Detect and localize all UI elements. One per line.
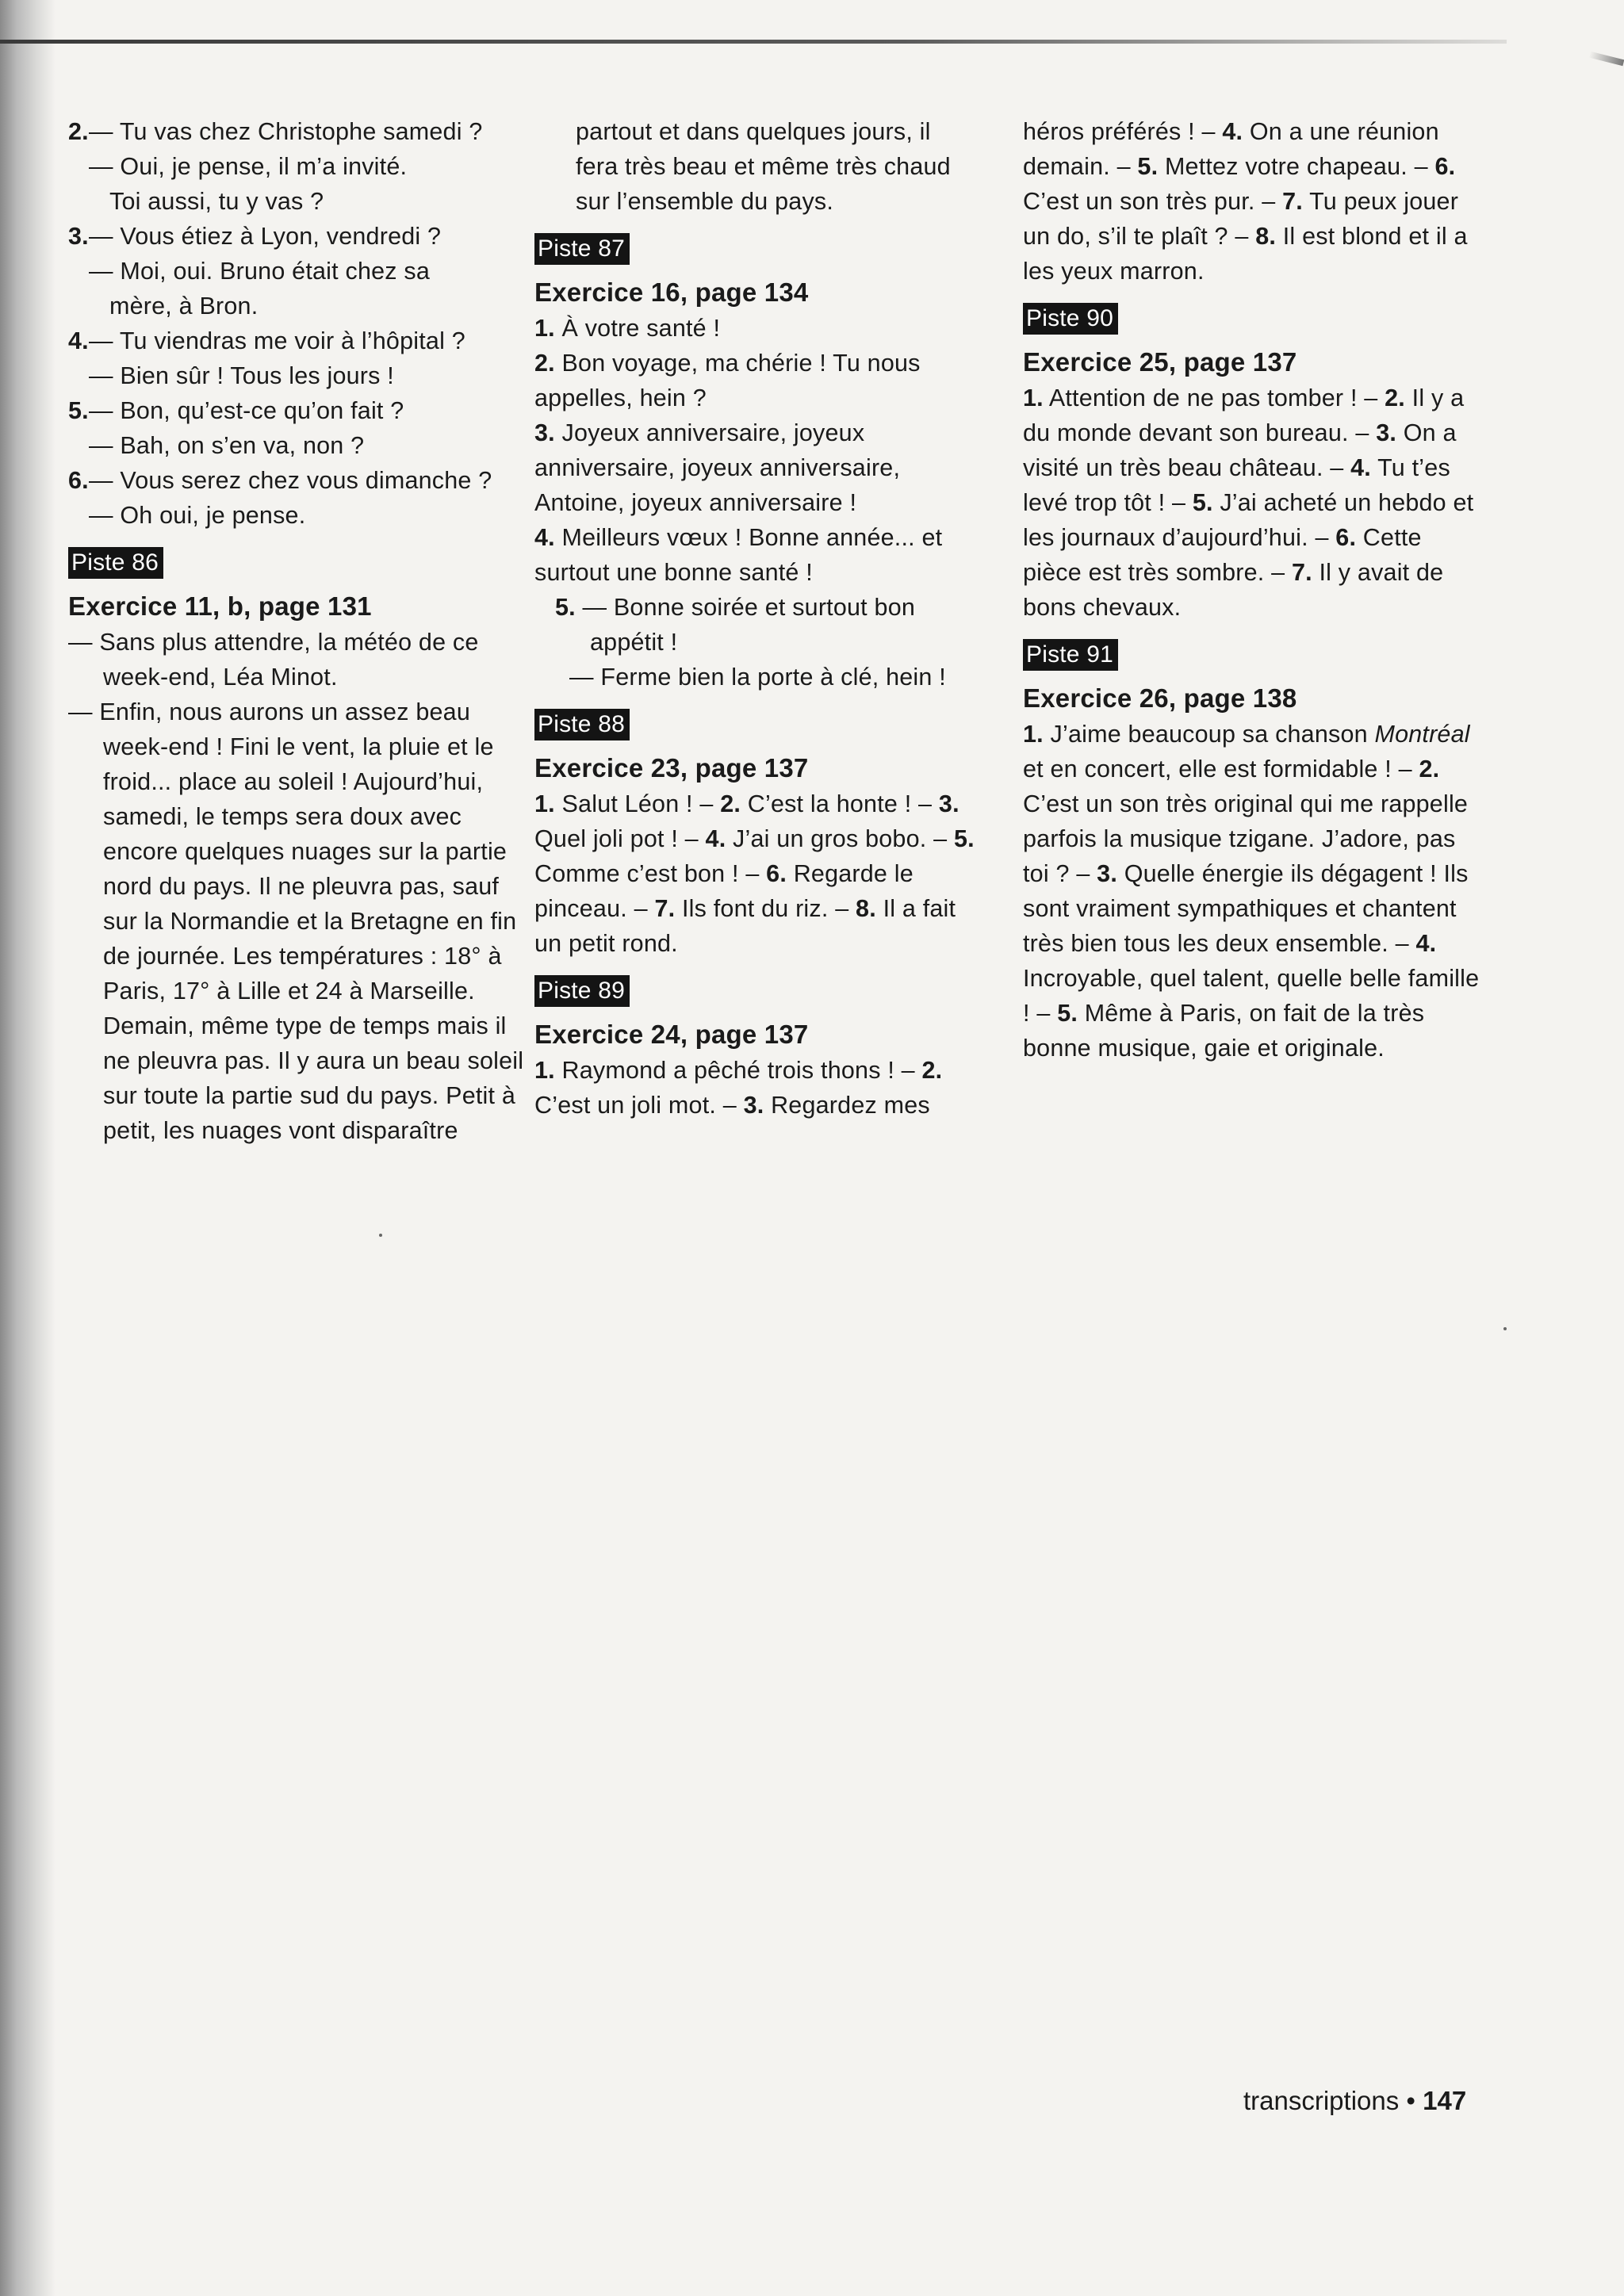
exercise-24-text: 1. Raymond a pêché trois thons ! – 2. C’est un joli mot. – 3. Regardez mes — [534, 1057, 943, 1119]
item-number: 5. — [68, 397, 89, 424]
dialogue-line: — Vous serez chez vous dimanche ? — [89, 467, 492, 494]
item-number: 6. — [68, 467, 89, 494]
piste-89-label: Piste 89 — [534, 975, 630, 1007]
exercise-16-item: 3. Joyeux anniversaire, joyeux anniversaire, joyeux anniversaire, Antoine, joyeux anniversaire ! — [534, 419, 901, 516]
exercise-16-item: 1. À votre santé ! — [534, 315, 721, 342]
dialogue-line: mère, à Bron. — [109, 293, 259, 320]
footer-bullet: • — [1399, 2086, 1423, 2115]
exercise-16-title: Exercice 16, page 134 — [534, 277, 809, 307]
piste-90-label: Piste 90 — [1023, 303, 1118, 335]
exercise-24-text-continued: héros préférés ! – 4. On a une réunion demain. – 5. Mettez votre chapeau. – 6. C’est un son très pur. – 7. Tu peux jouer un do, s’il te plaît ? – 8. Il est blond et il a les yeux marron. — [1023, 118, 1468, 285]
exercise-23-title: Exercice 23, page 137 — [534, 753, 809, 783]
dialogue-line: — Oh oui, je pense. — [89, 502, 306, 529]
exercise-26-text: 1. J’aime beaucoup sa chanson Montréal et en concert, elle est formidable ! – 2. C’est un son très original qui me rappelle parfois la musique tzigane. J’adore, pas toi ? – 3. Quelle énergie ils dégagent ! Ils sont vraiment sympathiques et chantent très bien tous les deux ensemble. – 4. Incroyable, quel talent, quelle belle famille ! – 5. Même à Paris, on fait de la très bonne musique, gaie et originale. — [1023, 721, 1480, 1062]
dialogue-5 — [68, 393, 528, 463]
column-3 — [1023, 114, 1483, 1066]
song-title: Montréal — [1374, 721, 1470, 748]
dialogue-6 — [68, 463, 528, 533]
piste-86-label: Piste 86 — [68, 547, 163, 579]
piste-91-label: Piste 91 — [1023, 639, 1118, 671]
exercise-16-item: 5. — Bonne soirée et surtout bon appétit ! — [555, 594, 916, 656]
piste-87-label: Piste 87 — [534, 233, 630, 265]
dialogue-line: — Tu viendras me voir à l’hôpital ? — [89, 327, 465, 354]
top-rule — [0, 40, 1507, 44]
dialogue-line: — Moi, oui. Bruno était chez sa — [89, 258, 431, 285]
item-number: 4. — [68, 327, 89, 354]
item-number: 3. — [68, 223, 89, 250]
exercise-23-text: 1. Salut Léon ! – 2. C’est la honte ! – 3. Quel joli pot ! – 4. J’ai un gros bobo. – 5. Comme c’est bon ! – 6. Regarde le pinceau. – 7. Ils font du riz. – 8. Il a fait un petit rond. — [534, 790, 975, 957]
exercise-11-paragraph: — Sans plus attendre, la météo de ce week-end, Léa Minot. — [68, 629, 479, 691]
dialogue-line: — Bah, on s’en va, non ? — [89, 432, 365, 459]
dialogue-line: — Oui, je pense, il m’a invité. — [89, 153, 408, 180]
dialogue-line: — Vous étiez à Lyon, vendredi ? — [89, 223, 442, 250]
exercise-24-title: Exercice 24, page 137 — [534, 1020, 809, 1049]
dialogue-line: Toi aussi, tu y vas ? — [109, 188, 324, 215]
exercise-26-title: Exercice 26, page 138 — [1023, 683, 1297, 713]
exercise-25-text: 1. Attention de ne pas tomber ! – 2. Il y a du monde devant son bureau. – 3. On a visité un très beau château. – 4. Tu t’es levé trop tôt ! – 5. J’ai acheté un hebdo et les journaux d’aujourd’hui. – 6. Cette pièce est très sombre. – 7. Il y avait de bons chevaux. — [1023, 385, 1474, 621]
exercise-16-item: 4. Meilleurs vœux ! Bonne année... et surtout une bonne santé ! — [534, 524, 943, 586]
dialogue-2 — [68, 114, 528, 219]
scan-speck — [379, 1234, 382, 1237]
footer-section: transcriptions — [1243, 2086, 1400, 2115]
dialogue-line: — Tu vas chez Christophe samedi ? — [89, 118, 483, 145]
scan-speck — [1503, 1327, 1507, 1330]
dialogue-3 — [68, 219, 528, 323]
piste-88-label: Piste 88 — [534, 709, 630, 740]
book-spine-shadow — [0, 0, 56, 2296]
dialogue-line: — Bon, qu’est-ce qu’on fait ? — [89, 397, 404, 424]
exercise-16-item: 2. Bon voyage, ma chérie ! Tu nous appelles, hein ? — [534, 350, 921, 411]
page-footer — [1243, 2084, 1466, 2118]
exercise-11-continuation: partout et dans quelques jours, il fera très beau et même très chaud sur l’ensemble du pays. — [576, 118, 951, 215]
exercise-25-title: Exercice 25, page 137 — [1023, 347, 1297, 377]
page-corner-mark — [1589, 52, 1624, 66]
column-1 — [68, 114, 528, 1148]
column-2 — [534, 114, 979, 1123]
item-number: 2. — [68, 118, 89, 145]
dialogue-line: — Bien sûr ! Tous les jours ! — [89, 362, 394, 389]
exercise-16-item-line: — Ferme bien la porte à clé, hein ! — [569, 664, 946, 691]
dialogue-4 — [68, 323, 528, 393]
exercise-11-paragraph: — Enfin, nous aurons un assez beau week-end ! Fini le vent, la pluie et le froid... place au soleil ! Aujourd’hui, samedi, le temps sera doux avec encore quelques nuages sur la partie nord du pays. Il ne pleuvra pas, sauf sur la Normandie et la Bretagne en fin de journée. Les températures : 18° à Paris, 17° à Lille et 24 à Marseille. Demain, même type de temps mais il ne pleuvra pas. Il y aura un beau soleil sur toute la partie sud du pays. Petit à petit, les nuages vont disparaître — [68, 698, 524, 1144]
page-number: 147 — [1423, 2086, 1467, 2115]
exercise-11-title: Exercice 11, b, page 131 — [68, 591, 372, 621]
